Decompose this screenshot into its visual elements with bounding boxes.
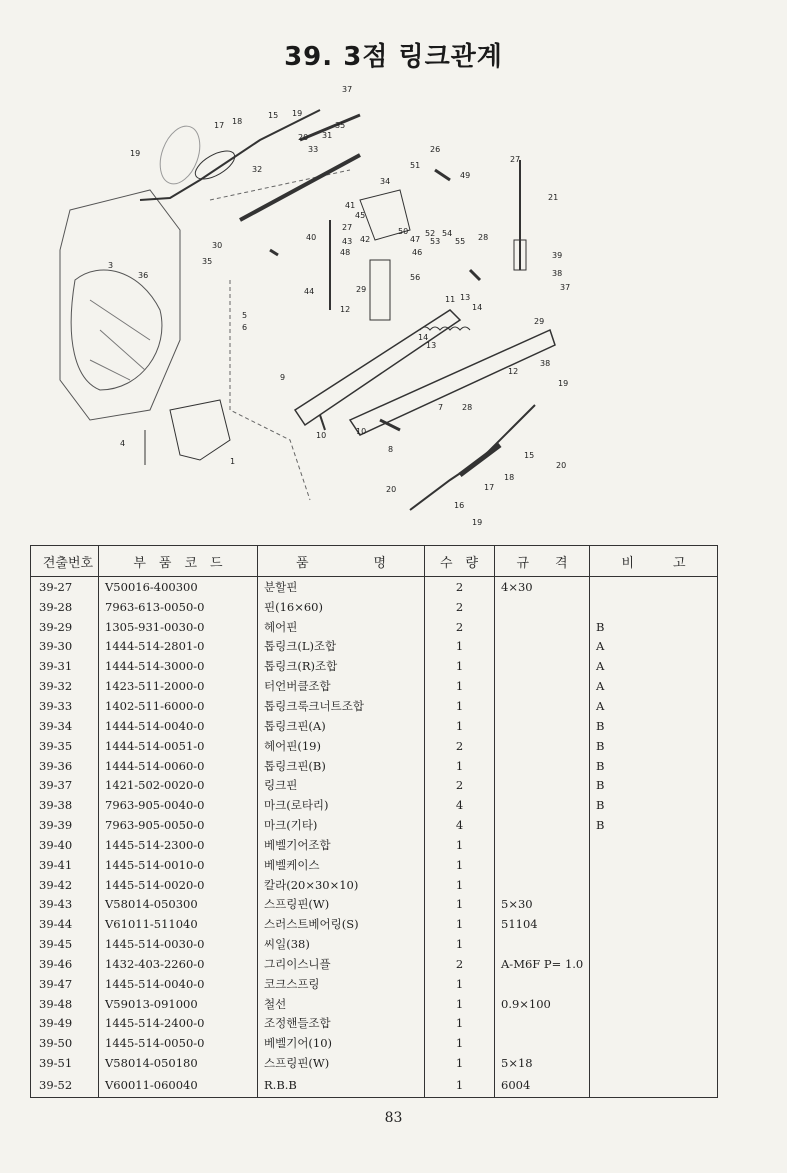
cell-remarks: A: [590, 656, 718, 676]
cell-code: 7963-613-0050-0: [99, 597, 258, 617]
cell-no: 39-41: [31, 855, 99, 875]
cell-qty: 1: [425, 1053, 495, 1073]
cell-spec: [495, 934, 590, 954]
cell-no: 39-37: [31, 775, 99, 795]
cell-spec: [495, 676, 590, 696]
cell-spec: [495, 617, 590, 637]
cell-no: 39-44: [31, 914, 99, 934]
part-callout-label: 53: [430, 237, 441, 246]
cell-code: 1445-514-0030-0: [99, 934, 258, 954]
part-callout-label: 35: [335, 121, 346, 130]
part-callout-label: 56: [410, 273, 421, 282]
part-callout-label: 29: [534, 317, 545, 326]
table-row: [31, 815, 718, 835]
cell-no: 39-43: [31, 895, 99, 915]
part-callout-label: 10: [316, 431, 327, 440]
header-remarks: 비 고: [590, 546, 718, 577]
cell-name: 톱링크(L)조합: [258, 637, 425, 657]
cell-name: 톱링크룩크너트조합: [258, 696, 425, 716]
part-callout-label: 46: [412, 248, 423, 257]
cell-remarks: A: [590, 676, 718, 696]
cell-qty: 1: [425, 756, 495, 776]
part-callout-label: 6: [242, 323, 248, 332]
cell-spec: [495, 756, 590, 776]
cell-name: 헤어핀: [258, 617, 425, 637]
cell-spec: [495, 696, 590, 716]
part-callout-label: 52: [425, 229, 436, 238]
cell-spec: [495, 736, 590, 756]
table-row: [31, 577, 718, 597]
cell-code: 1421-502-0020-0: [99, 775, 258, 795]
cell-qty: 2: [425, 736, 495, 756]
cell-code: 1305-931-0030-0: [99, 617, 258, 637]
part-callout-label: 49: [460, 171, 471, 180]
cell-code: 1445-514-0040-0: [99, 974, 258, 994]
part-callout-label: 15: [524, 451, 535, 460]
part-callout-label: 55: [455, 237, 466, 246]
cell-qty: 2: [425, 577, 495, 597]
cell-spec: [495, 795, 590, 815]
cell-qty: 1: [425, 914, 495, 934]
part-callout-label: 54: [442, 229, 453, 238]
cell-name: 베벨기어조합: [258, 835, 425, 855]
part-callout-label: 18: [504, 473, 515, 482]
cell-name: 터언버클조합: [258, 676, 425, 696]
part-callout-label: 50: [398, 227, 409, 236]
header-spec: 규 격: [495, 546, 590, 577]
page-number: 83: [384, 1110, 403, 1126]
part-callout-label: 19: [130, 149, 141, 158]
part-callout-label: 15: [268, 111, 279, 120]
cell-no: 39-34: [31, 716, 99, 736]
cell-remarks: [590, 1053, 718, 1073]
header-qty: 수 량: [425, 546, 495, 577]
cell-qty: 1: [425, 934, 495, 954]
cell-spec: [495, 974, 590, 994]
cell-no: 39-42: [31, 875, 99, 895]
cell-qty: 1: [425, 835, 495, 855]
cell-no: 39-29: [31, 617, 99, 637]
cell-code: 1445-514-2400-0: [99, 1014, 258, 1034]
cell-no: 39-47: [31, 974, 99, 994]
cell-code: 1432-403-2260-0: [99, 954, 258, 974]
part-callout-label: 7: [438, 403, 444, 412]
part-callout-label: 43: [342, 237, 353, 246]
cell-code: 1444-514-0051-0: [99, 736, 258, 756]
part-callout-label: 39: [552, 251, 563, 260]
cell-name: 코크스프링: [258, 974, 425, 994]
cell-name: 베벨케이스: [258, 855, 425, 875]
cell-spec: [495, 1014, 590, 1034]
part-callout-label: 10: [356, 427, 367, 436]
part-callout-label: 13: [460, 293, 471, 302]
part-callout-label: 41: [345, 201, 356, 210]
cell-code: V58014-050300: [99, 895, 258, 915]
part-callout-label: 20: [556, 461, 567, 470]
cell-code: 1423-511-2000-0: [99, 676, 258, 696]
part-callout-label: 27: [510, 155, 521, 164]
part-callout-label: 42: [360, 235, 371, 244]
cell-qty: 2: [425, 617, 495, 637]
cell-code: V61011-511040: [99, 914, 258, 934]
cell-code: 1444-514-2801-0: [99, 637, 258, 657]
cell-spec: [495, 815, 590, 835]
cell-remarks: A: [590, 637, 718, 657]
diagram-drawing: [30, 80, 590, 530]
table-row: [31, 696, 718, 716]
cell-remarks: [590, 974, 718, 994]
table-row: [31, 895, 718, 915]
part-callout-label: 36: [138, 271, 149, 280]
cell-qty: 1: [425, 974, 495, 994]
cell-remarks: B: [590, 795, 718, 815]
cell-remarks: A: [590, 696, 718, 716]
part-callout-label: 35: [202, 257, 213, 266]
cell-no: 39-40: [31, 835, 99, 855]
cell-no: 39-52: [31, 1073, 99, 1098]
part-callout-label: 17: [214, 121, 225, 130]
cell-spec: A-M6F P= 1.0: [495, 954, 590, 974]
cell-no: 39-32: [31, 676, 99, 696]
cell-name: 스러스트베어링(S): [258, 914, 425, 934]
cell-qty: 2: [425, 775, 495, 795]
cell-code: V59013-091000: [99, 994, 258, 1014]
part-callout-label: 19: [292, 109, 303, 118]
table-row: [31, 756, 718, 776]
cell-name: 마크(기타): [258, 815, 425, 835]
part-callout-label: 45: [355, 211, 366, 220]
cell-name: 철선: [258, 994, 425, 1014]
part-callout-label: 38: [540, 359, 551, 368]
cell-spec: [495, 875, 590, 895]
table-row: [31, 795, 718, 815]
cell-no: 39-39: [31, 815, 99, 835]
cell-code: 1445-514-0050-0: [99, 1033, 258, 1053]
cell-no: 39-45: [31, 934, 99, 954]
parts-table: [30, 545, 718, 1098]
part-callout-label: 1: [230, 457, 236, 466]
cell-remarks: B: [590, 736, 718, 756]
cell-name: 톱링크핀(B): [258, 756, 425, 776]
cell-name: 톱링크핀(A): [258, 716, 425, 736]
cell-remarks: [590, 835, 718, 855]
table-row: [31, 1073, 718, 1098]
cell-code: 7963-905-0040-0: [99, 795, 258, 815]
header-no: 견출번호: [31, 546, 99, 577]
part-callout-label: 12: [508, 367, 519, 376]
cell-remarks: [590, 895, 718, 915]
cell-name: 핀(16×60): [258, 597, 425, 617]
cell-no: 39-51: [31, 1053, 99, 1073]
cell-qty: 1: [425, 875, 495, 895]
cell-no: 39-31: [31, 656, 99, 676]
cell-qty: 1: [425, 1073, 495, 1098]
table-row: [31, 954, 718, 974]
part-callout-label: 18: [232, 117, 243, 126]
part-callout-label: 33: [308, 145, 319, 154]
cell-spec: [495, 637, 590, 657]
cell-no: 39-30: [31, 637, 99, 657]
part-callout-label: 27: [342, 223, 353, 232]
cell-code: 7963-905-0050-0: [99, 815, 258, 835]
cell-spec: 51104: [495, 914, 590, 934]
cell-no: 39-36: [31, 756, 99, 776]
cell-name: 칼라(20×30×10): [258, 875, 425, 895]
table-row: [31, 637, 718, 657]
page-title: 39. 3점 링크관계: [284, 42, 503, 72]
part-callout-label: 19: [558, 379, 569, 388]
cell-code: 1444-514-0060-0: [99, 756, 258, 776]
cell-code: 1445-514-2300-0: [99, 835, 258, 855]
part-callout-label: 5: [242, 311, 248, 320]
part-callout-label: 17: [484, 483, 495, 492]
table-row: [31, 736, 718, 756]
cell-spec: [495, 775, 590, 795]
cell-qty: 1: [425, 676, 495, 696]
cell-remarks: B: [590, 716, 718, 736]
part-callout-label: 37: [560, 283, 571, 292]
cell-spec: [495, 716, 590, 736]
table-row: [31, 835, 718, 855]
part-callout-label: 21: [548, 193, 559, 202]
table-row: [31, 855, 718, 875]
part-callout-label: 44: [304, 287, 315, 296]
cell-code: 1402-511-6000-0: [99, 696, 258, 716]
table-row: [31, 676, 718, 696]
cell-code: V58014-050180: [99, 1053, 258, 1073]
cell-name: 스프링핀(W): [258, 895, 425, 915]
part-callout-label: 51: [410, 161, 421, 170]
part-callout-label: 20: [298, 133, 309, 142]
table-row: [31, 656, 718, 676]
part-callout-label: 12: [340, 305, 351, 314]
cell-spec: [495, 855, 590, 875]
exploded-parts-diagram: [30, 80, 590, 530]
part-callout-label: 11: [445, 295, 456, 304]
cell-qty: 1: [425, 656, 495, 676]
table-row: [31, 875, 718, 895]
cell-remarks: [590, 597, 718, 617]
cell-remarks: [590, 1073, 718, 1098]
cell-code: 1445-514-0020-0: [99, 875, 258, 895]
cell-qty: 1: [425, 696, 495, 716]
cell-remarks: [590, 954, 718, 974]
cell-qty: 4: [425, 795, 495, 815]
part-callout-label: 48: [340, 248, 351, 257]
cell-remarks: B: [590, 815, 718, 835]
cell-no: 39-49: [31, 1014, 99, 1034]
cell-spec: 4×30: [495, 577, 590, 597]
part-callout-label: 47: [410, 235, 421, 244]
cell-code: V50016-400300: [99, 577, 258, 597]
cell-remarks: [590, 1033, 718, 1053]
part-callout-label: 38: [552, 269, 563, 278]
table-row: [31, 1033, 718, 1053]
table-row: [31, 934, 718, 954]
table-row: [31, 994, 718, 1014]
part-callout-label: 26: [430, 145, 441, 154]
cell-spec: 6004: [495, 1073, 590, 1098]
cell-remarks: [590, 855, 718, 875]
cell-remarks: B: [590, 756, 718, 776]
cell-qty: 1: [425, 994, 495, 1014]
cell-spec: [495, 835, 590, 855]
cell-name: 링크핀: [258, 775, 425, 795]
cell-remarks: [590, 934, 718, 954]
cell-no: 39-46: [31, 954, 99, 974]
part-callout-label: 14: [472, 303, 483, 312]
part-callout-label: 19: [472, 518, 483, 527]
cell-code: V60011-060040: [99, 1073, 258, 1098]
cell-no: 39-35: [31, 736, 99, 756]
cell-code: 1445-514-0010-0: [99, 855, 258, 875]
part-callout-label: 37: [342, 85, 353, 94]
cell-spec: [495, 656, 590, 676]
cell-spec: 5×30: [495, 895, 590, 915]
header-name: 품 명: [258, 546, 425, 577]
cell-remarks: [590, 994, 718, 1014]
cell-remarks: B: [590, 775, 718, 795]
part-callout-label: 4: [120, 439, 126, 448]
part-callout-label: 28: [478, 233, 489, 242]
cell-name: 마크(로타리): [258, 795, 425, 815]
cell-code: 1444-514-3000-0: [99, 656, 258, 676]
part-callout-label: 14: [418, 333, 429, 342]
cell-qty: 2: [425, 954, 495, 974]
cell-spec: 0.9×100: [495, 994, 590, 1014]
cell-qty: 4: [425, 815, 495, 835]
part-callout-label: 8: [388, 445, 394, 454]
part-callout-label: 34: [380, 177, 391, 186]
cell-no: 39-28: [31, 597, 99, 617]
cell-qty: 1: [425, 1014, 495, 1034]
cell-code: 1444-514-0040-0: [99, 716, 258, 736]
cell-no: 39-33: [31, 696, 99, 716]
cell-name: 그리이스니플: [258, 954, 425, 974]
table-row: [31, 716, 718, 736]
part-callout-label: 31: [322, 131, 333, 140]
parts-table-body: [31, 577, 718, 1098]
table-row: [31, 1014, 718, 1034]
cell-name: 씨일(38): [258, 934, 425, 954]
cell-name: 스프링핀(W): [258, 1053, 425, 1073]
part-callout-label: 32: [252, 165, 263, 174]
part-callout-label: 13: [426, 341, 437, 350]
cell-remarks: [590, 875, 718, 895]
part-callout-label: 30: [212, 241, 223, 250]
cell-no: 39-27: [31, 577, 99, 597]
table-row: [31, 775, 718, 795]
cell-remarks: [590, 914, 718, 934]
part-callout-label: 3: [108, 261, 114, 270]
cell-qty: 2: [425, 597, 495, 617]
table-row: [31, 1053, 718, 1073]
part-callout-label: 29: [356, 285, 367, 294]
cell-qty: 1: [425, 716, 495, 736]
part-callout-label: 40: [306, 233, 317, 242]
part-callout-label: 16: [454, 501, 465, 510]
part-callout-label: 28: [462, 403, 473, 412]
cell-remarks: [590, 1014, 718, 1034]
cell-qty: 1: [425, 1033, 495, 1053]
cell-spec: [495, 597, 590, 617]
cell-no: 39-48: [31, 994, 99, 1014]
cell-name: 톱링크(R)조합: [258, 656, 425, 676]
cell-no: 39-50: [31, 1033, 99, 1053]
cell-name: 베벨기어(10): [258, 1033, 425, 1053]
cell-qty: 1: [425, 855, 495, 875]
cell-name: 조정핸들조합: [258, 1014, 425, 1034]
cell-spec: 5×18: [495, 1053, 590, 1073]
cell-remarks: [590, 577, 718, 597]
cell-name: 분할핀: [258, 577, 425, 597]
table-row: [31, 617, 718, 637]
cell-name: 헤어핀(19): [258, 736, 425, 756]
cell-spec: [495, 1033, 590, 1053]
table-row: [31, 974, 718, 994]
cell-remarks: B: [590, 617, 718, 637]
part-callout-label: 9: [280, 373, 286, 382]
table-header-row: [31, 546, 718, 577]
part-callout-label: 20: [386, 485, 397, 494]
cell-qty: 1: [425, 637, 495, 657]
table-row: [31, 914, 718, 934]
table-row: [31, 597, 718, 617]
cell-no: 39-38: [31, 795, 99, 815]
cell-qty: 1: [425, 895, 495, 915]
header-code: 부 품 코 드: [99, 546, 258, 577]
cell-name: R.B.B: [258, 1073, 425, 1098]
